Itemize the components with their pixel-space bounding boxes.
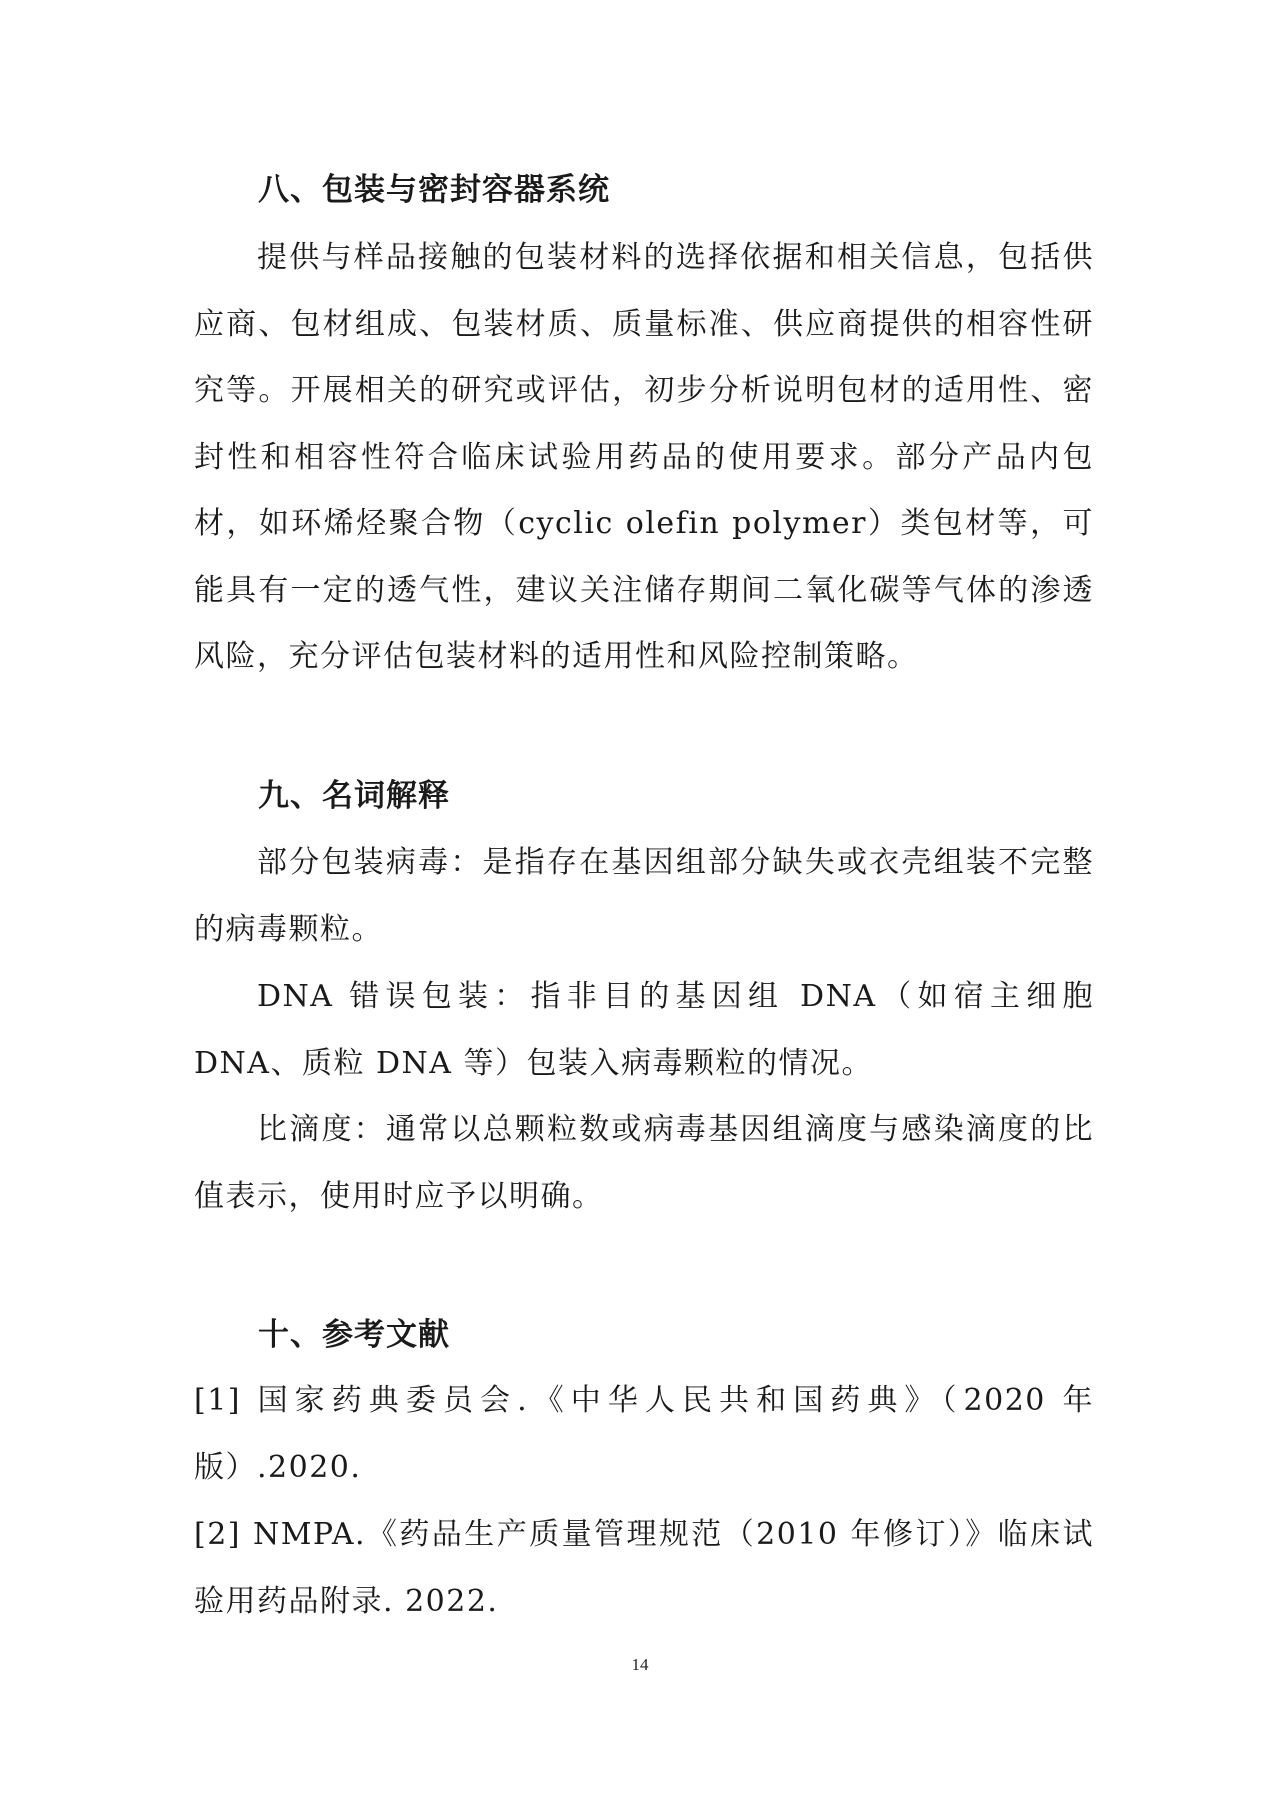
page-number: 14: [631, 1655, 649, 1674]
section-9-heading: 九、名词解释: [258, 778, 450, 814]
reference-item-2: [2] NMPA.《药品生产质量管理规范（2010 年修订）》临床试验用药品附录. 2022.: [194, 1517, 1094, 1619]
term-partial-packaged-virus: 部分包装病毒：是指存在基因组部分缺失或衣壳组装不完整的病毒颗粒。: [194, 845, 1094, 947]
section-10-heading: 十、参考文献: [258, 1317, 450, 1353]
term-dna-mispackaging: DNA 错误包装：指非目的基因组 DNA（如宿主细胞 DNA、质粒 DNA 等）包装入病毒颗粒的情况。: [194, 979, 1094, 1081]
term-specific-titer: 比滴度：通常以总颗粒数或病毒基因组滴度与感染滴度的比值表示，使用时应予以明确。: [194, 1112, 1094, 1214]
reference-item-1: [1] 国家药典委员会.《中华人民共和国药典》（2020 年版）.2020.: [194, 1383, 1094, 1485]
section-8-body: 提供与样品接触的包装材料的选择依据和相关信息，包括供应商、包材组成、包装材质、质量标准、供应商提供的相容性研究等。开展相关的研究或评估，初步分析说明包材的适用性、密封性和相容性符合临床试验用药品的使用要求。部分产品内包材，如环烯烃聚合物（cyclic olefin polymer）类包材等，可能具有一定的透气性，建议关注储存期间二氧化碳等气体的渗透风险，充分评估包装材料的适用性和风险控制策略。: [194, 240, 1094, 674]
section-8-heading: 八、包装与密封容器系统: [258, 172, 610, 208]
